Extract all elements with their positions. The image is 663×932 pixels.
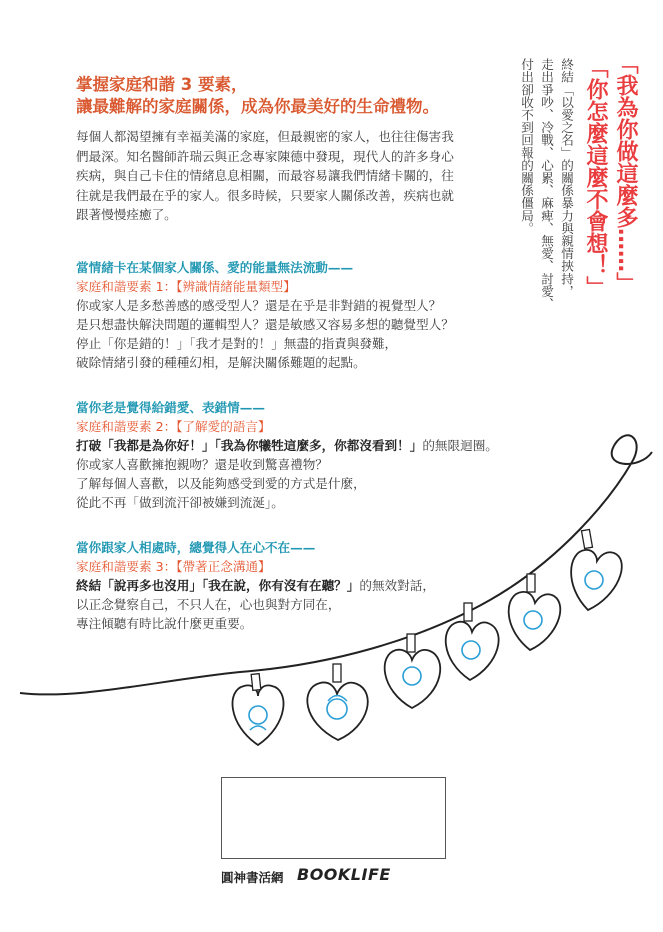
section-heading: 當你老是覺得給錯愛、表錯情—— <box>76 400 265 415</box>
intro-line: 每個人都渴望擁有幸福美滿的家庭，但最親密的家人，也往往傷害我 <box>76 129 454 144</box>
section-bold-prefix: 打破「我都是為你好！」「我為你犧牲這麼多，你都沒看到！」 <box>76 438 423 453</box>
vertical-quote-2: 「你怎麼這麼不會想！」 <box>583 56 608 298</box>
section-element: 家庭和諧要素 3：【帶著正念溝通】 <box>76 559 271 574</box>
section-line: 你或家人是多愁善感的感受型人？還是在乎是非對錯的視覺型人？ <box>76 298 442 313</box>
section-element: 家庭和諧要素 1：【辨識情緒能量類型】 <box>76 279 296 294</box>
publisher-logo: BOOKLIFE <box>297 865 391 884</box>
intro-line: 往就是我們最在乎的家人。很多時候，只要家人關係改善，疾病也就 <box>76 187 454 203</box>
intro-line: 疾病，與自己卡住的情緒息息相關，而最容易讓我們情緒卡關的，往 <box>76 168 454 183</box>
section-line: 是只想盡快解決問題的邏輯型人？還是敏感又容易多想的聽覺型人？ <box>76 317 454 332</box>
section-bold-prefix: 終結「說再多也沒用」「我在說，你有沒有在聽？」 <box>76 578 360 593</box>
section-line: 破除情緒引發的種種幻相，是解決關係難題的起點。 <box>76 355 366 370</box>
vertical-text-1: 終結「以愛之名」的關係暴力與親情挾持， <box>559 58 574 298</box>
section-line: 了解每個人喜歡，以及能夠感受到愛的方式是什麼， <box>76 476 366 491</box>
section-bold-line <box>76 436 496 455</box>
heart-daughter <box>509 574 561 650</box>
section-bold-suffix: 的無效對話， <box>359 578 435 593</box>
publisher-name: 圓神書活網 <box>221 870 284 885</box>
vertical-text-3: 付出卻收不到回報的關係僵局。 <box>519 58 534 235</box>
headline-line-2: 讓最難解的家庭關係，成為你最美好的生命禮物。 <box>76 97 439 116</box>
section-bold-suffix: 的無限迴圈。 <box>422 438 498 453</box>
headline-line-1: 掌握家庭和諧 3 要素， <box>76 75 248 94</box>
section-heading: 當你跟家人相處時，總覺得人在心不在—— <box>76 540 316 555</box>
section-2 <box>76 398 496 512</box>
section-line: 停止「你是錯的！」「我才是對的！」無盡的指責與發難， <box>76 336 398 351</box>
headline <box>76 74 439 118</box>
section-line: 以正念覺察自己，不只人在，心也與對方同在， <box>76 597 341 612</box>
section-line: 從此不再「做到流汗卻被嫌到流涎」。 <box>76 495 284 510</box>
intro-line: 跟著慢慢痊癒了。 <box>76 207 177 222</box>
vertical-text-2: 走出爭吵、冷戰、心累、麻痺、無愛、討愛、 <box>539 58 554 310</box>
heart-grandma <box>307 664 367 740</box>
section-line: 專注傾聽有時比說什麼更重要。 <box>76 616 253 631</box>
section-3 <box>76 538 496 633</box>
section-heading: 當情緒卡在某個家人關係、愛的能量無法流動—— <box>76 260 354 275</box>
heart-father <box>385 634 441 708</box>
section-1 <box>76 258 496 372</box>
heart-grandpa <box>232 674 283 745</box>
intro-line: 們最深。知名醫師許瑞云與正念專家陳德中發現，現代人的許多身心 <box>76 148 454 164</box>
vertical-quote-1: 「我為你做這麼多……」 <box>613 52 638 294</box>
section-line: 你或家人喜歡擁抱親吻？還是收到驚喜禮物？ <box>76 457 328 472</box>
section-bold-line <box>76 576 496 595</box>
barcode-placeholder-box <box>221 777 446 859</box>
intro-paragraph <box>76 127 474 225</box>
heart-son <box>571 529 622 610</box>
section-element: 家庭和諧要素 2：【了解愛的語言】 <box>76 419 271 434</box>
